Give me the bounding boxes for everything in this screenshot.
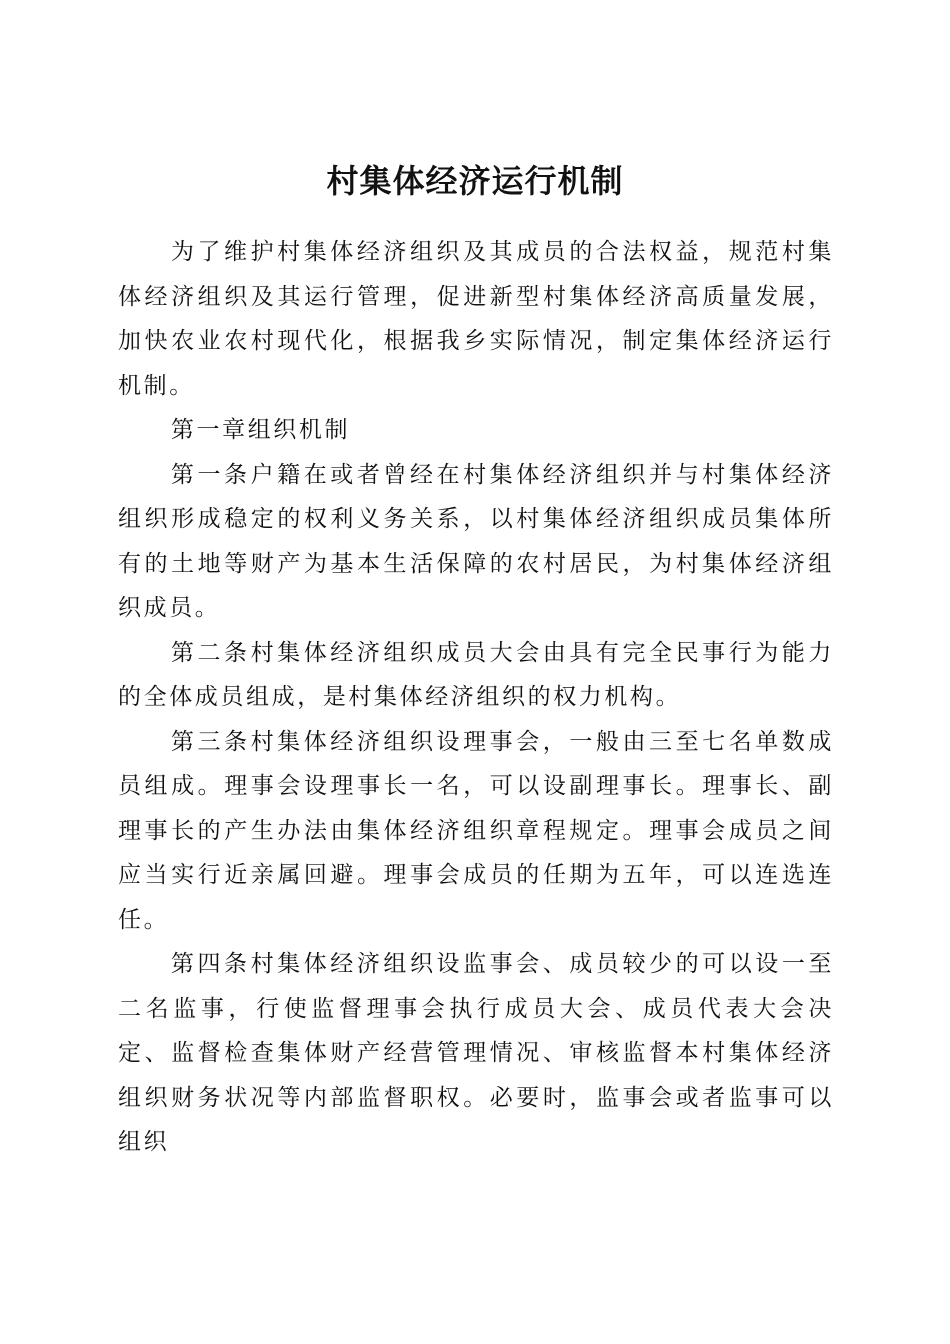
article-paragraph-3: 第三条村集体经济组织设理事会，一般由三至七名单数成员组成。理事会设理事长一名，可以设副理事长。理事长、副理事长的产生办法由集体经济组织章程规定。理事会成员之间应当实行近亲属回避。理事会成员的任期为五年，可以连选连任。	[118, 728, 834, 933]
intro-paragraph: 为了维护村集体经济组织及其成员的合法权益，规范村集体经济组织及其运行管理，促进新型村集体经济高质量发展，加快农业农村现代化，根据我乡实际情况，制定集体经济运行机制。	[118, 239, 834, 399]
article-paragraph-1: 第一条户籍在或者曾经在村集体经济组织并与村集体经济组织形成稳定的权利义务关系，以村集体经济组织成员集体所有的土地等财产为基本生活保障的农村居民，为村集体经济组织成员。	[118, 461, 834, 621]
article-paragraph-4: 第四条村集体经济组织设监事会、成员较少的可以设一至二名监事，行使监督理事会执行成员大会、成员代表大会决定、监督检查集体财产经营管理情况、审核监督本村集体经济组织财务状况等内部监督职权。必要时，监事会或者监事可以组织	[118, 951, 834, 1155]
document-body	[118, 230, 834, 1165]
document-title: 村集体经济运行机制	[326, 162, 624, 201]
chapter-heading: 第一章组织机制	[170, 417, 351, 443]
article-paragraph-2: 第二条村集体经济组织成员大会由具有完全民事行为能力的全体成员组成，是村集体经济组织的权力机构。	[118, 639, 834, 710]
